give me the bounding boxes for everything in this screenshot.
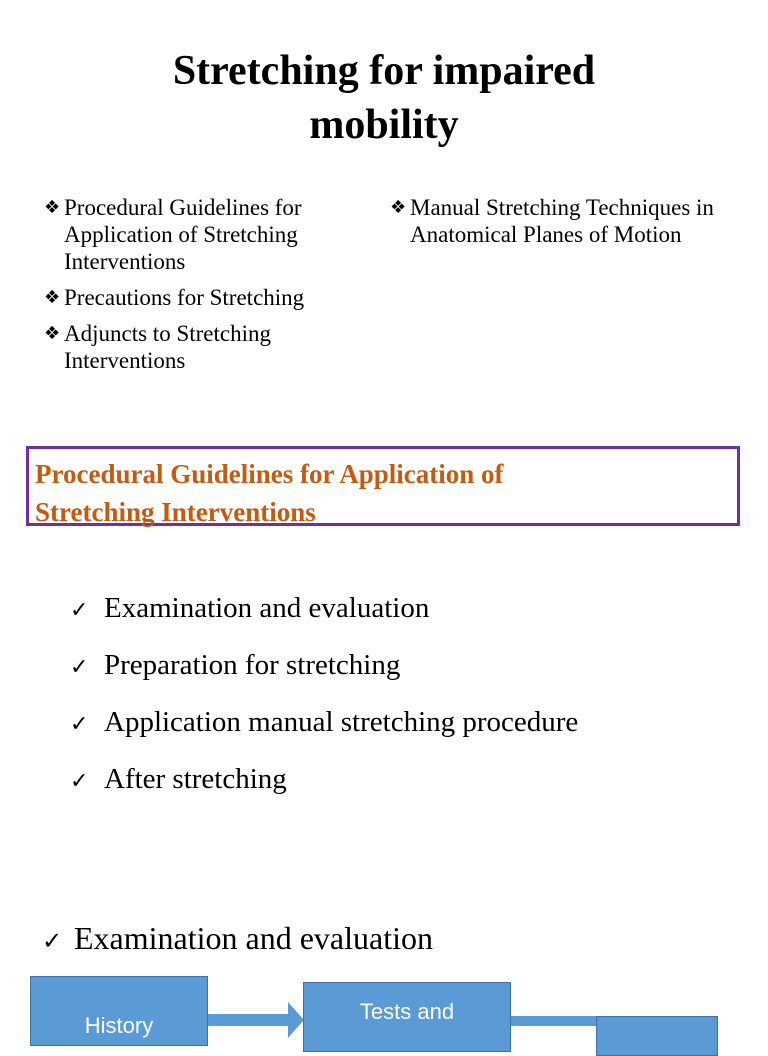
- diamond-bullet-icon: ❖: [44, 287, 61, 308]
- flow-box-history: [30, 976, 208, 1046]
- check-icon: ✓: [70, 712, 89, 737]
- flow-box-next: [596, 1016, 718, 1056]
- diamond-bullet-icon: ❖: [44, 323, 61, 344]
- section-heading-box: [26, 446, 740, 526]
- outline-item-text: Precautions for Stretching: [64, 285, 305, 310]
- checklist-item: [70, 763, 578, 820]
- section-heading-line-1: Procedural Guidelines for Application of: [35, 459, 504, 489]
- outline-item: [44, 320, 354, 374]
- page-title: [0, 44, 768, 152]
- flow-box-label: History: [84, 1013, 154, 1038]
- procedure-checklist: [70, 592, 578, 820]
- checklist-item-text: After stretching: [104, 763, 287, 795]
- outline-item: [44, 284, 354, 311]
- checklist-item-text: Application manual stretching procedure: [104, 706, 579, 738]
- check-icon: ✓: [70, 598, 89, 623]
- section-heading-line-2: Stretching Interventions: [35, 497, 316, 527]
- checklist-item-text: Preparation for stretching: [104, 649, 401, 681]
- outline-item-text: Manual Stretching Techniques in Anatomical Planes of Motion: [410, 195, 714, 247]
- subheading: [42, 920, 433, 957]
- outline-item-text: Procedural Guidelines for Application of Stretching Interventions: [64, 195, 302, 274]
- flow-arrow-head: [288, 1002, 304, 1038]
- checklist-item-text: Examination and evaluation: [104, 592, 430, 624]
- flow-box-tests: [303, 982, 511, 1052]
- outline-right-column: [390, 194, 740, 257]
- checklist-item: [70, 649, 578, 706]
- flow-arrow: [208, 1014, 294, 1026]
- outline-item: [44, 194, 354, 275]
- outline-left-column: [44, 194, 354, 383]
- check-icon: ✓: [42, 927, 63, 955]
- check-icon: ✓: [70, 655, 89, 680]
- outline-item-text: Adjuncts to Stretching Interventions: [64, 321, 271, 373]
- flow-arrow: [511, 1016, 601, 1026]
- outline-item: [390, 194, 740, 248]
- checklist-item: [70, 592, 578, 649]
- diamond-bullet-icon: ❖: [44, 197, 61, 218]
- subheading-text: Examination and evaluation: [74, 920, 433, 956]
- diamond-bullet-icon: ❖: [390, 197, 407, 218]
- title-line-2: mobility: [309, 102, 459, 148]
- title-line-1: Stretching for impaired: [172, 48, 596, 94]
- check-icon: ✓: [70, 769, 89, 794]
- checklist-item: [70, 706, 578, 763]
- flow-box-label: Tests and: [359, 999, 455, 1024]
